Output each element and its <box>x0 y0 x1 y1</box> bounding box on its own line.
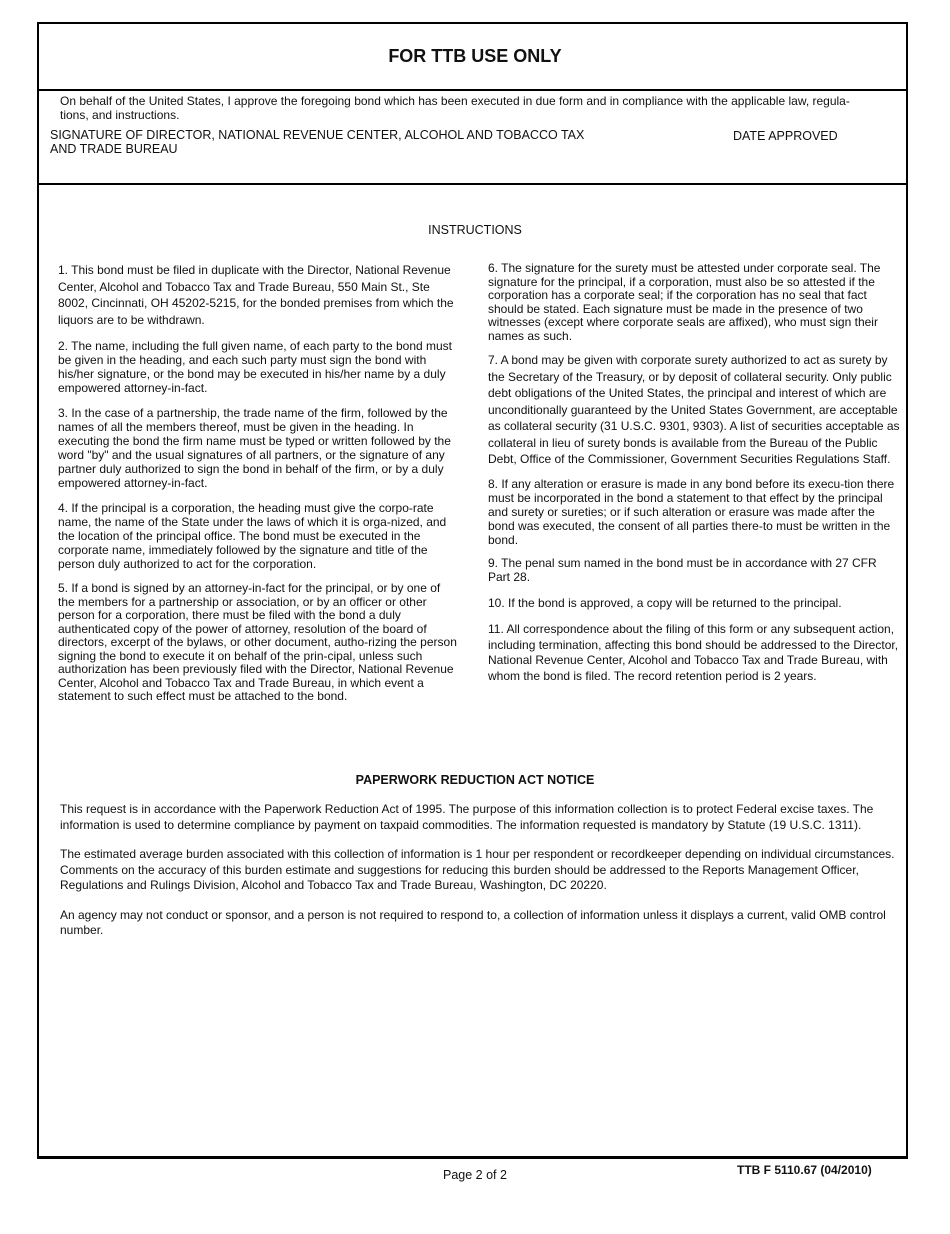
director-signature-label: SIGNATURE OF DIRECTOR, NATIONAL REVENUE CENTER, ALCOHOL AND TOBACCO TAX AND TRADE BUREAU <box>50 128 585 156</box>
instruction-item: 3. In the case of a partnership, the trade name of the firm, followed by the names of all the members thereof, must be given in the heading. In executing the bond the firm name must be typed or written followed by the word "by" and the usual signatures of all partners, or the signature of any partner duly authorized to sign the bond in behalf of the firm, or by a duly empowered attorney-in-fact. <box>58 406 451 490</box>
instruction-item: 5. If a bond is signed by an attorney-in-fact for the principal, or by one of the members for a partnership or association, or by an officer or other person for a corporation, there must be filed with the bond a duly authenticated copy of the power of attorney, resolution of the board of directors, excerpt of the bylaws, or other document, autho-rizing the person signing the bond to execute it on behalf of the prin-cipal, unless such authorization has been previously filed with the Director, National Revenue Center, Alcohol and Tobacco Tax and Trade Bureau, in which event a statement to such effect must be attached to the bond. <box>58 581 457 703</box>
instruction-item: 11. All correspondence about the filing of this form or any subsequent action, including termination, affecting this bond should be addressed to the Director, National Revenue Center, Alcohol and Tobacco Tax and Trade Bureau, with whom the bond is filed. The record retention period is 2 years. <box>488 622 899 683</box>
instruction-item: 4. If the principal is a corporation, the heading must give the corpo-rate name, the name of the State under the laws of which it is orga-nized, and the location of the principal office. The bond must be executed in the corporate name, immediately followed by the signature and title of the person duly authorized to act for the corporation. <box>58 501 447 571</box>
divider-top <box>39 89 908 91</box>
instruction-item: 2. The name, including the full given name, of each party to the bond must be given in the heading, and each such party must sign the bond with his/her signature, or the bond may be executed in his/her name by a duly empowered attorney-in-fact. <box>58 339 453 395</box>
form-number: TTB F 5110.67 (04/2010) <box>737 1163 872 1177</box>
paperwork-paragraph: An agency may not conduct or sponsor, and a person is not required to respond to, a collection of information unless it displays a current, valid OMB control number. <box>60 907 886 937</box>
paperwork-paragraph: The estimated average burden associated with this collection of information is 1 hour per respondent or recordkeeper depending on individual circumstances. Comments on the accuracy of this burden estimate and suggestions for reducing this burden should be addressed to the Reports Management Officer, Regulations and Rulings Division, Alcohol and Tobacco Tax and Trade Bureau, Washington, DC 20220. <box>60 847 895 892</box>
date-approved-label: DATE APPROVED <box>733 129 838 143</box>
divider-bottom <box>39 183 908 185</box>
paperwork-notice-heading: PAPERWORK REDUCTION ACT NOTICE <box>355 773 595 787</box>
instruction-item: 6. The signature for the surety must be attested under corporate seal. The signature for the principal, if a corporation, must also be so attested if the corporation has a corporate seal; if the corporation has no seal that fact should be stated. Each signature must be made in the presence of two witnesses (except where corporate seals are affixed), who must sign their names as such. <box>488 261 881 343</box>
page-number: Page 2 of 2 <box>443 1168 507 1182</box>
ttb-use-only-title: FOR TTB USE ONLY <box>388 46 562 66</box>
instructions-left-column <box>58 262 458 715</box>
instruction-item: 1. This bond must be filed in duplicate with the Director, National Revenue Center, Alcohol and Tobacco Tax and Trade Bureau, 550 Main St., Ste 8002, Cincinnati, OH 45202-5215, for the bonded premises from which the liquors are to be withdrawn. <box>58 263 454 327</box>
instruction-item: 10. If the bond is approved, a copy will be returned to the principal. <box>488 595 842 610</box>
instruction-item: 9. The penal sum named in the bond must be in accordance with 27 CFR Part 28. <box>488 555 877 584</box>
paperwork-notice-body <box>60 802 910 953</box>
approval-statement: On behalf of the United States, I approve the foregoing bond which has been executed in due form and in compliance with the applicable law, regula-tions, and instructions. <box>60 94 850 122</box>
instruction-item: 7. A bond may be given with corporate surety authorized to act as surety by the Secretary of the Treasury, or by deposit of collateral security. Only public debt obligations of the United States, the principal and interest of which are unconditionally guaranteed by the United States Government, are acceptable as collateral security (31 U.S.C. 9301, 9303). A list of securities acceptable as collateral in lieu of surety bonds is available from the Bureau of the Public Debt, Office of the Commissioner, Government Securities Regulations Staff. <box>488 353 900 466</box>
instructions-heading: INSTRUCTIONS <box>428 223 522 237</box>
instruction-item: 8. If any alteration or erasure is made in any bond before its execu-tion there must be incorporated in the bond a statement to that effect by the principal and surety or sureties; or if such alteration or erasure was made after the bond was executed, the consent of all parties there-to must be written in the bond. <box>488 476 895 547</box>
instructions-right-column <box>488 262 900 693</box>
paperwork-paragraph: This request is in accordance with the Paperwork Reduction Act of 1995. The purpose of this information collection is to protect Federal excise taxes. The information is used to determine compliance by payment on taxpaid commodities. The information requested is mandatory by Statute (19 U.S.C. 1311). <box>60 802 874 832</box>
